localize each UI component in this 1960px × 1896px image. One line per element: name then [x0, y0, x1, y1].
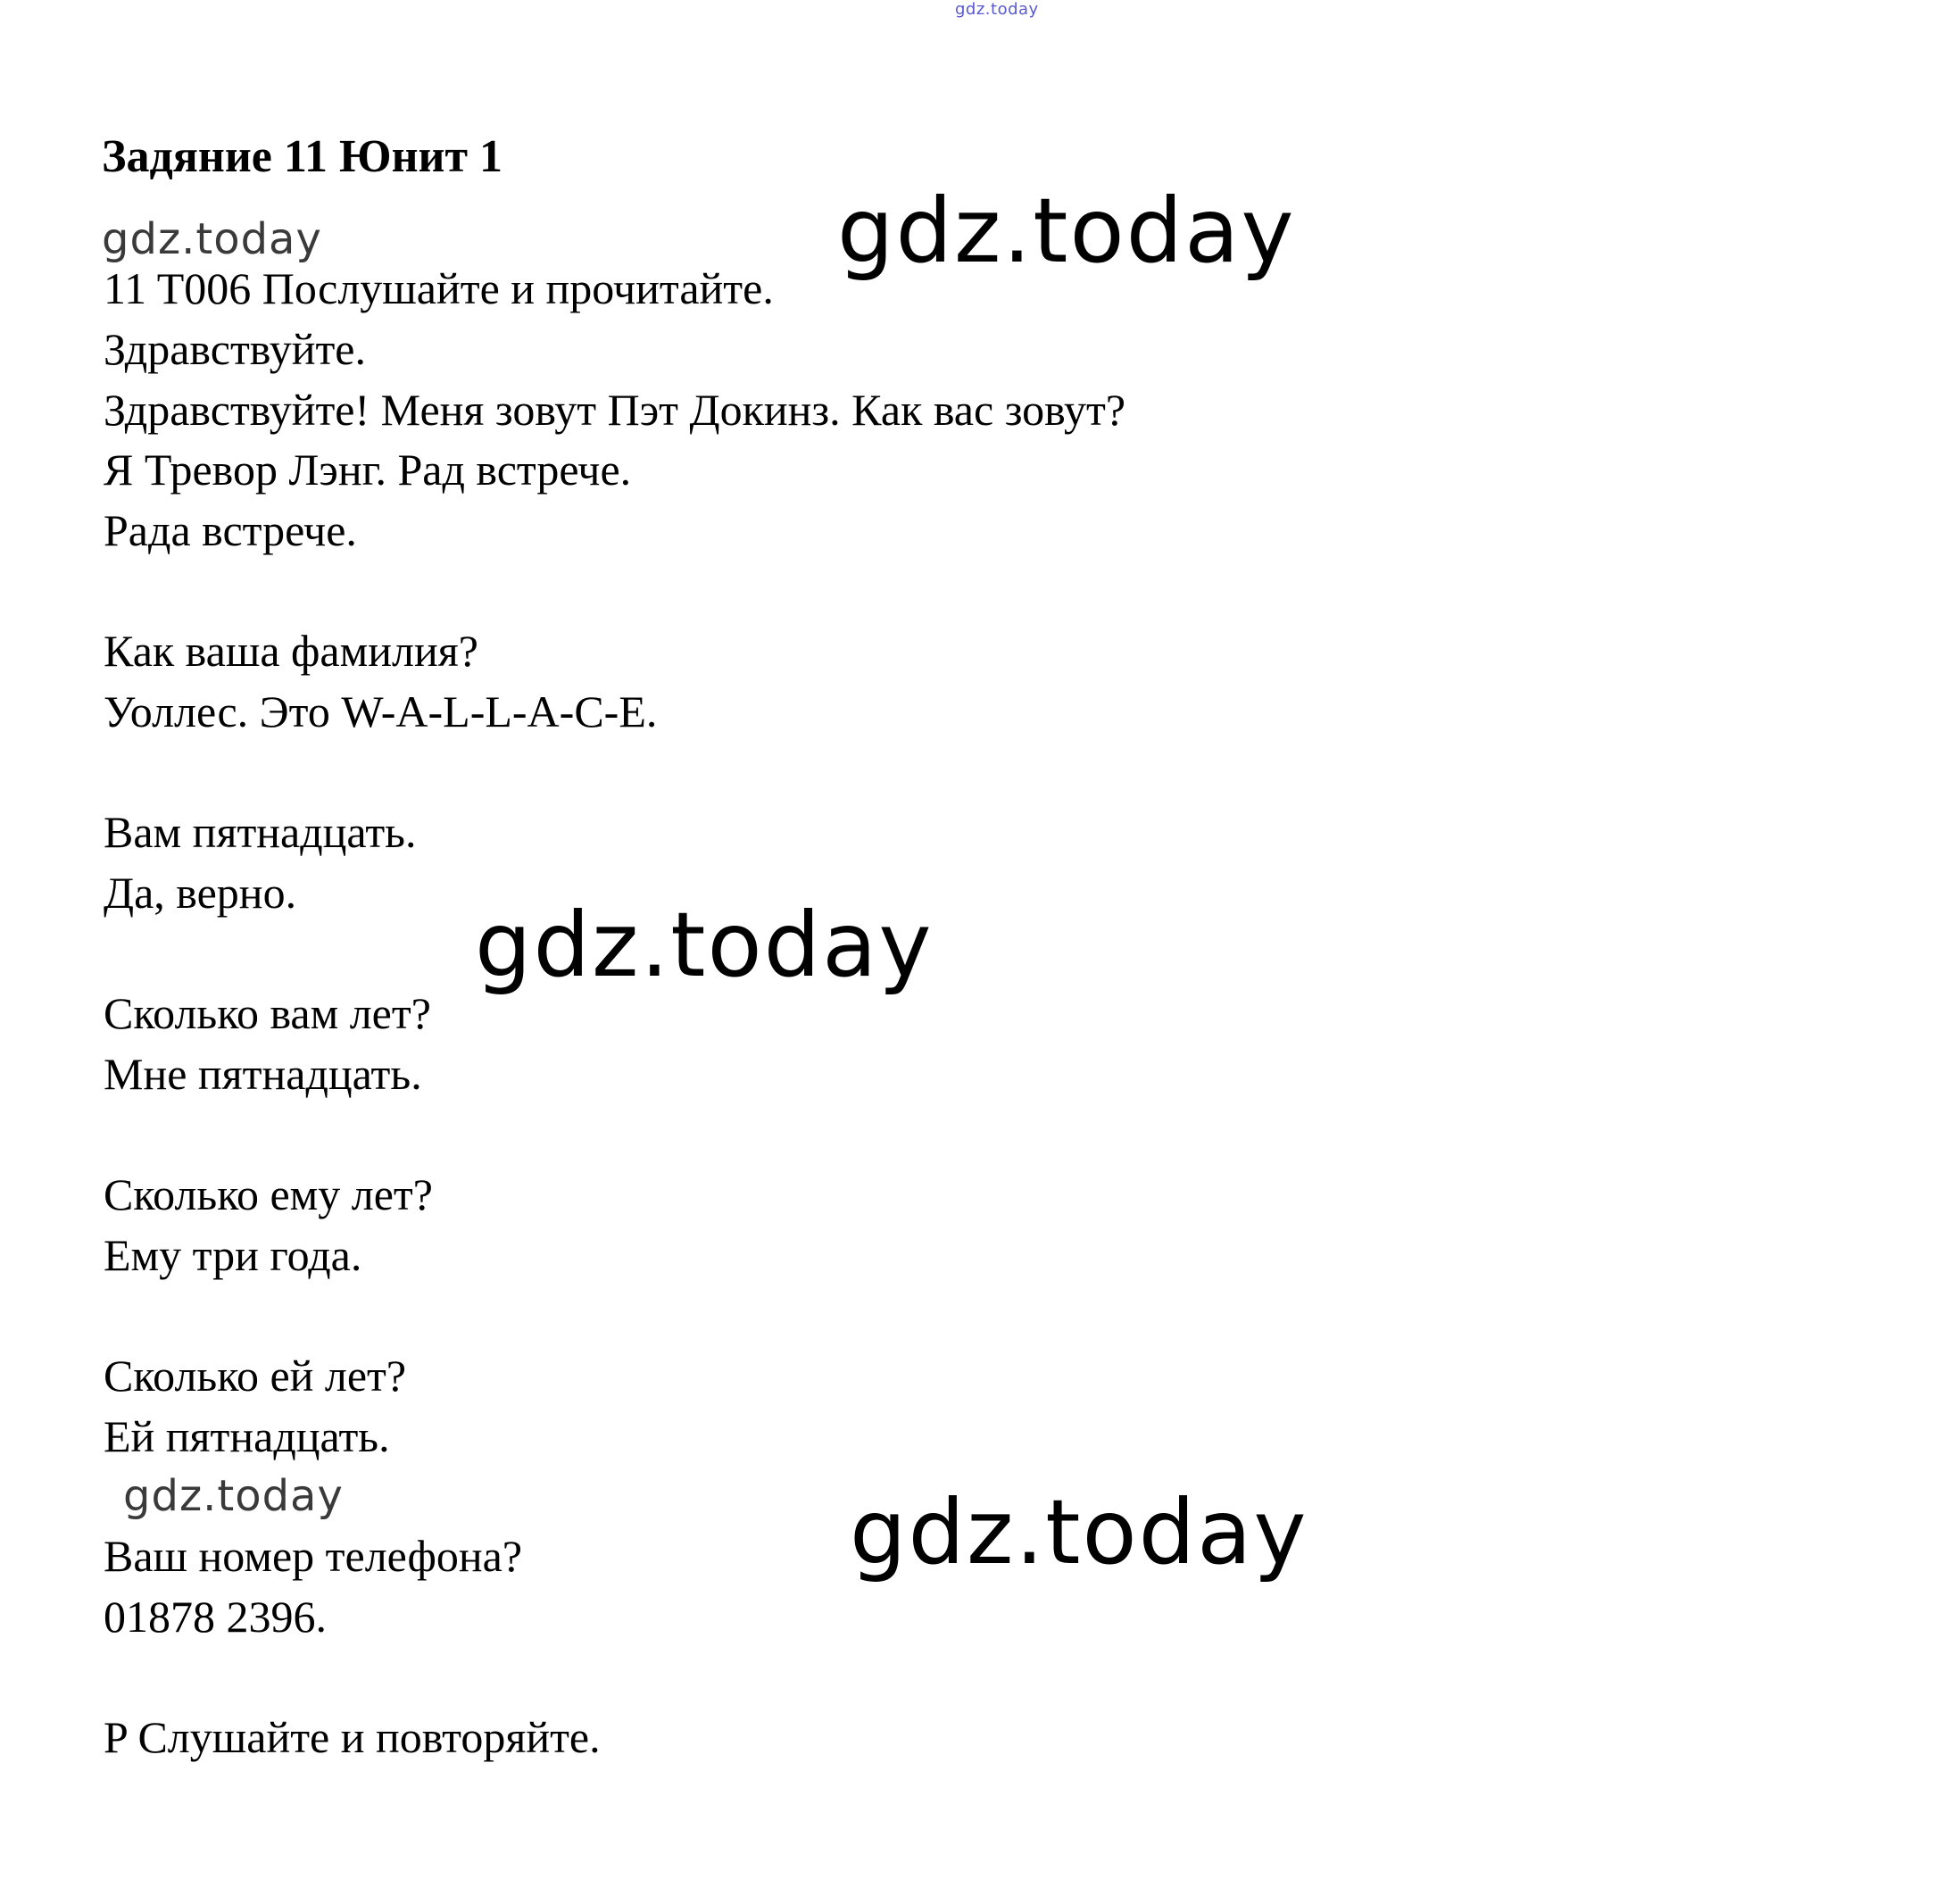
text-line-17: 01878 2396.	[104, 1592, 327, 1642]
text-line-14: Сколько ей лет?	[104, 1351, 407, 1401]
text-line-15: Ей пятнадцать.	[104, 1411, 390, 1461]
text-line-6: Как ваша фамилия?	[104, 626, 478, 676]
watermark-small-2: gdz.today	[123, 1471, 344, 1521]
text-line-1: 11 T006 Послушайте и прочитайте.	[104, 263, 774, 313]
watermark-small-1: gdz.today	[102, 214, 322, 264]
text-line-13: Ему три года.	[104, 1230, 362, 1280]
text-line-16: Ваш номер телефона?	[104, 1531, 523, 1581]
header-watermark: gdz.today	[955, 0, 1039, 19]
text-line-9: Да, верно.	[104, 868, 297, 918]
page-title: Задяние 11 Юнит 1	[102, 131, 503, 182]
text-line-11: Мне пятнадцать.	[104, 1049, 422, 1099]
text-line-4: Я Тревор Лэнг. Рад встрече.	[104, 445, 632, 495]
text-line-12: Сколько ему лет?	[104, 1169, 433, 1219]
watermark-big-2: gdz.today	[475, 893, 934, 997]
watermark-big-1: gdz.today	[837, 179, 1296, 283]
text-line-2: Здравствуйте.	[104, 324, 366, 374]
text-line-7: Уоллес. Это W-A-L-L-A-C-E.	[104, 686, 658, 736]
text-line-18: P Слушайте и повторяйте.	[104, 1712, 601, 1762]
watermark-big-3: gdz.today	[850, 1480, 1308, 1584]
text-line-3: Здравствуйте! Меня зовут Пэт Докинз. Как вас зовут?	[104, 385, 1126, 435]
text-line-5: Рада встрече.	[104, 505, 357, 555]
text-line-8: Вам пятнадцать.	[104, 807, 417, 857]
text-line-10: Сколько вам лет?	[104, 988, 431, 1038]
